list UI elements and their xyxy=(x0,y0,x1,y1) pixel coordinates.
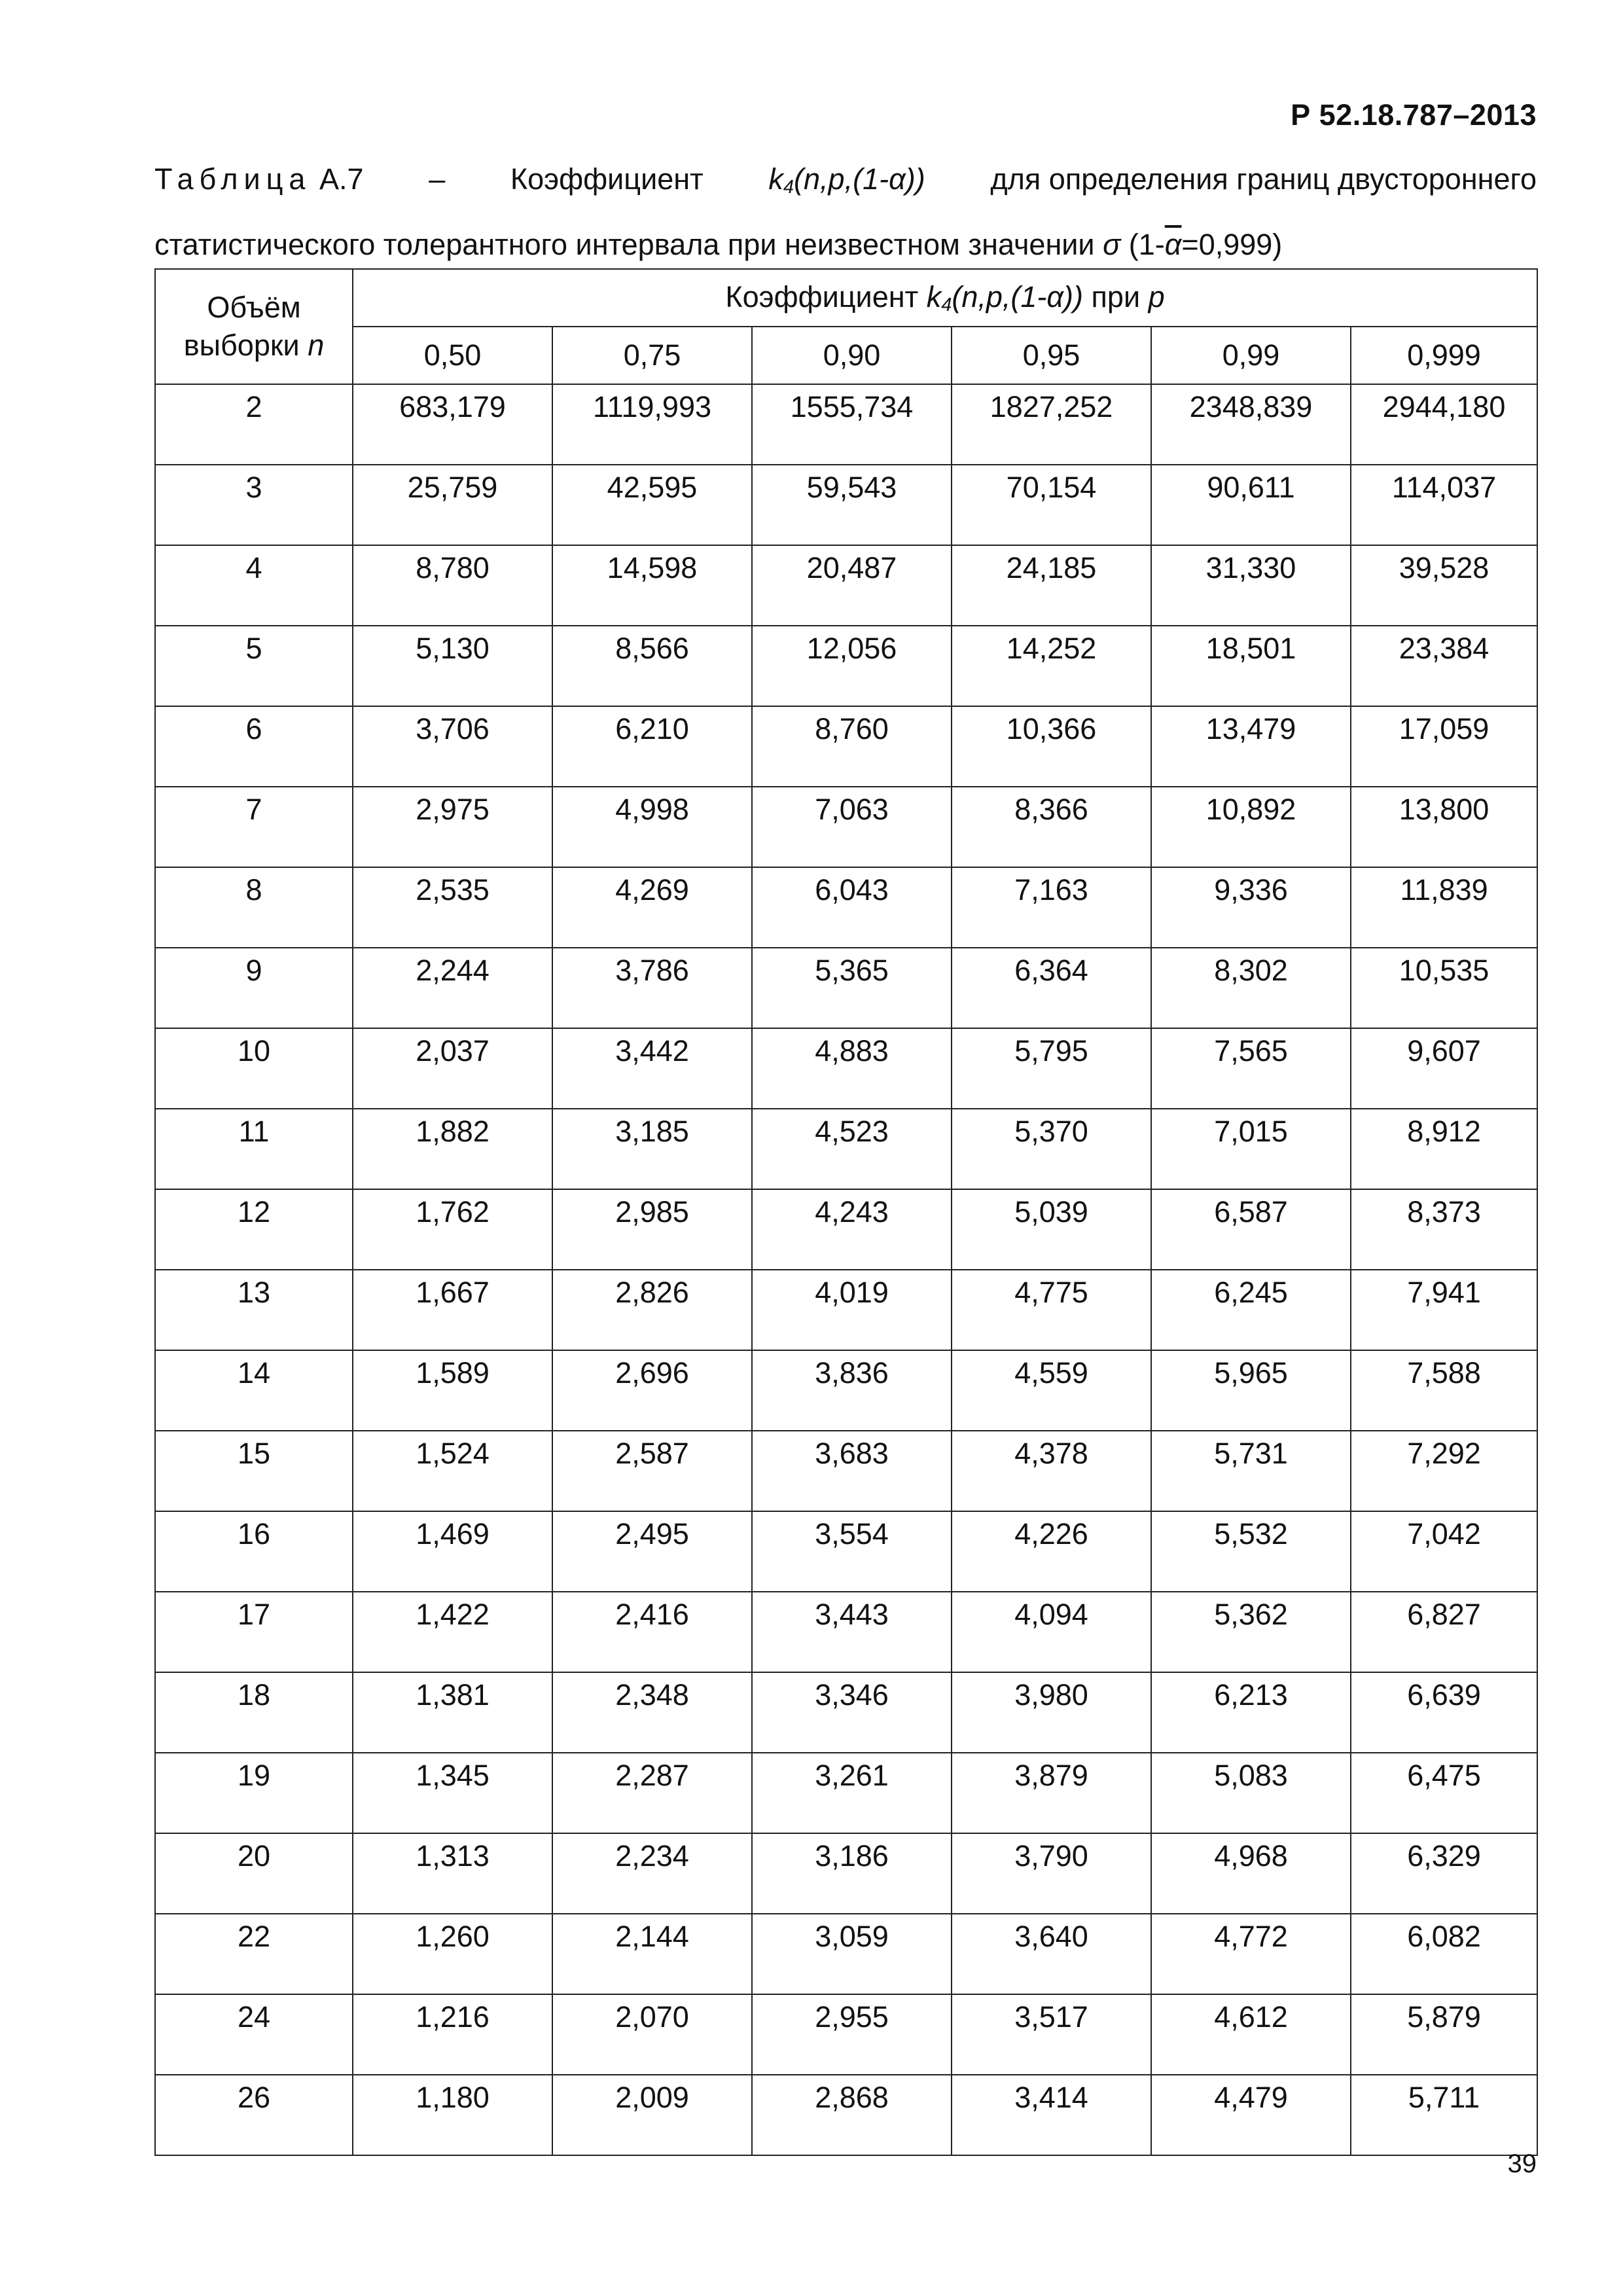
header-p-value: 0,75 xyxy=(552,327,752,384)
coefficient-cell: 12,056 xyxy=(752,626,952,706)
coefficient-cell: 31,330 xyxy=(1151,545,1351,626)
caption-label: Таблица А.7 xyxy=(154,162,364,196)
header-p-value: 0,95 xyxy=(952,327,1151,384)
coefficient-cell: 3,706 xyxy=(353,706,552,787)
table-row xyxy=(155,384,1537,465)
coefficient-cell: 6,210 xyxy=(552,706,752,787)
coefficient-cell: 20,487 xyxy=(752,545,952,626)
coefficient-cell: 3,517 xyxy=(952,1994,1151,2075)
coefficient-cell: 7,042 xyxy=(1351,1511,1537,1592)
document-id: Р 52.18.787–2013 xyxy=(1291,98,1537,132)
sample-size-cell: 13 xyxy=(155,1270,353,1350)
coefficient-cell: 8,302 xyxy=(1151,948,1351,1028)
coefficient-cell: 3,443 xyxy=(752,1592,952,1672)
table-row xyxy=(155,1028,1537,1109)
coefficient-cell: 39,528 xyxy=(1351,545,1537,626)
coefficient-cell: 8,912 xyxy=(1351,1109,1537,1189)
coefficient-cell: 1,762 xyxy=(353,1189,552,1270)
coefficient-cell: 7,565 xyxy=(1151,1028,1351,1109)
coefficient-cell: 1,422 xyxy=(353,1592,552,1672)
coefficient-cell: 5,365 xyxy=(752,948,952,1028)
coefficient-cell: 6,082 xyxy=(1351,1914,1537,1994)
coefficient-cell: 2,037 xyxy=(353,1028,552,1109)
coefficient-cell: 6,475 xyxy=(1351,1753,1537,1833)
caption-dash: – xyxy=(429,162,446,196)
coefficient-cell: 14,252 xyxy=(952,626,1151,706)
header-p-value: 0,999 xyxy=(1351,327,1537,384)
sample-size-cell: 5 xyxy=(155,626,353,706)
coefficient-cell: 2944,180 xyxy=(1351,384,1537,465)
coefficient-cell: 1,882 xyxy=(353,1109,552,1189)
coefficient-cell: 3,261 xyxy=(752,1753,952,1833)
header-p-value: 0,50 xyxy=(353,327,552,384)
caption-sigma: σ xyxy=(1103,228,1121,261)
coefficient-cell: 10,892 xyxy=(1151,787,1351,867)
coefficient-cell: 8,780 xyxy=(353,545,552,626)
table-row xyxy=(155,948,1537,1028)
coefficient-cell: 2,535 xyxy=(353,867,552,948)
coefficient-cell: 9,336 xyxy=(1151,867,1351,948)
coefficient-cell: 2,416 xyxy=(552,1592,752,1672)
coefficient-cell: 13,800 xyxy=(1351,787,1537,867)
coefficient-cell: 4,883 xyxy=(752,1028,952,1109)
coefficient-cell: 17,059 xyxy=(1351,706,1537,787)
coefficient-cell: 3,786 xyxy=(552,948,752,1028)
table-row xyxy=(155,1994,1537,2075)
coefficient-cell: 2,587 xyxy=(552,1431,752,1511)
sample-size-cell: 2 xyxy=(155,384,353,465)
coefficient-cell: 3,790 xyxy=(952,1833,1151,1914)
coefficient-cell: 5,370 xyxy=(952,1109,1151,1189)
coefficient-cell: 90,611 xyxy=(1151,465,1351,545)
coefficient-cell: 8,366 xyxy=(952,787,1151,867)
caption-condition: $(1-\overline{\alpha}=0,999)$ xyxy=(1128,228,1283,261)
coefficient-cell: 3,836 xyxy=(752,1350,952,1431)
coefficient-cell: 4,775 xyxy=(952,1270,1151,1350)
coefficient-cell: 18,501 xyxy=(1151,626,1351,706)
coefficient-cell: 8,566 xyxy=(552,626,752,706)
coefficient-cell: 5,362 xyxy=(1151,1592,1351,1672)
coefficient-cell: 14,598 xyxy=(552,545,752,626)
sample-size-cell: 4 xyxy=(155,545,353,626)
coefficient-cell: 7,063 xyxy=(752,787,952,867)
coefficient-cell: 13,479 xyxy=(1151,706,1351,787)
table-row xyxy=(155,1350,1537,1431)
coefficient-cell: 2,826 xyxy=(552,1270,752,1350)
caption-text1: Коэффициент xyxy=(510,162,704,196)
coefficient-cell: 6,364 xyxy=(952,948,1151,1028)
table-row xyxy=(155,1189,1537,1270)
sample-size-cell: 17 xyxy=(155,1592,353,1672)
coefficient-cell: 1,667 xyxy=(353,1270,552,1350)
coefficient-cell: 3,980 xyxy=(952,1672,1151,1753)
coefficient-cell: 6,329 xyxy=(1351,1833,1537,1914)
coefficient-cell: 5,039 xyxy=(952,1189,1151,1270)
coefficient-cell: 2,234 xyxy=(552,1833,752,1914)
table-row xyxy=(155,1431,1537,1511)
coefficient-cell: 1,345 xyxy=(353,1753,552,1833)
header-coefficient: Коэффициент $k_4(n,p,(1-\alpha))$ при p xyxy=(353,269,1537,327)
coefficient-cell: 4,968 xyxy=(1151,1833,1351,1914)
coefficient-cell: 1,381 xyxy=(353,1672,552,1753)
sample-size-cell: 3 xyxy=(155,465,353,545)
coefficient-cell: 2,955 xyxy=(752,1994,952,2075)
coefficient-cell: 4,772 xyxy=(1151,1914,1351,1994)
sample-size-cell: 24 xyxy=(155,1994,353,2075)
coefficient-cell: 3,442 xyxy=(552,1028,752,1109)
table-row xyxy=(155,1753,1537,1833)
header-row-1 xyxy=(155,269,1537,327)
coefficient-cell: 2,009 xyxy=(552,2075,752,2155)
table-row xyxy=(155,1592,1537,1672)
coefficient-cell: 7,163 xyxy=(952,867,1151,948)
coefficient-cell: 683,179 xyxy=(353,384,552,465)
coefficient-cell: 6,043 xyxy=(752,867,952,948)
sample-size-cell: 10 xyxy=(155,1028,353,1109)
caption-text2: для определения границ двустороннего xyxy=(990,162,1537,196)
coefficient-cell: 5,130 xyxy=(353,626,552,706)
caption-symbol: $k_4(n,p,(1-\alpha))$ xyxy=(768,162,925,198)
coefficient-cell: 1555,734 xyxy=(752,384,952,465)
coefficient-cell: 4,226 xyxy=(952,1511,1151,1592)
table-body xyxy=(155,384,1537,2155)
sample-size-cell: 19 xyxy=(155,1753,353,1833)
table-row xyxy=(155,1109,1537,1189)
coefficient-cell: 6,213 xyxy=(1151,1672,1351,1753)
coefficient-cell: 6,245 xyxy=(1151,1270,1351,1350)
table-row xyxy=(155,1511,1537,1592)
sample-size-cell: 15 xyxy=(155,1431,353,1511)
coefficient-cell: 2,348 xyxy=(552,1672,752,1753)
table-row xyxy=(155,787,1537,867)
page-number: 39 xyxy=(1507,2149,1537,2178)
coefficient-cell: 1,524 xyxy=(353,1431,552,1511)
coefficient-cell: 6,827 xyxy=(1351,1592,1537,1672)
coefficient-cell: 1,260 xyxy=(353,1914,552,1994)
coefficient-cell: 1119,993 xyxy=(552,384,752,465)
sample-size-cell: 20 xyxy=(155,1833,353,1914)
coefficient-cell: 2,244 xyxy=(353,948,552,1028)
table-row xyxy=(155,626,1537,706)
coefficient-cell: 4,998 xyxy=(552,787,752,867)
header-sample-size: Объём выборки n xyxy=(155,269,353,384)
coefficient-cell: 4,612 xyxy=(1151,1994,1351,2075)
sample-size-cell: 7 xyxy=(155,787,353,867)
coefficient-cell: 10,366 xyxy=(952,706,1151,787)
coefficient-cell: 2348,839 xyxy=(1151,384,1351,465)
table-row xyxy=(155,1833,1537,1914)
coefficient-cell: 8,760 xyxy=(752,706,952,787)
coefficient-cell: 59,543 xyxy=(752,465,952,545)
coefficient-cell: 4,479 xyxy=(1151,2075,1351,2155)
sample-size-cell: 18 xyxy=(155,1672,353,1753)
table-row xyxy=(155,545,1537,626)
coefficient-cell: 5,083 xyxy=(1151,1753,1351,1833)
table-row xyxy=(155,867,1537,948)
sample-size-cell: 6 xyxy=(155,706,353,787)
coefficient-cell: 3,683 xyxy=(752,1431,952,1511)
coefficient-cell: 9,607 xyxy=(1351,1028,1537,1109)
coefficient-cell: 3,414 xyxy=(952,2075,1151,2155)
coefficient-cell: 1,589 xyxy=(353,1350,552,1431)
coefficient-cell: 4,269 xyxy=(552,867,752,948)
coefficient-cell: 5,879 xyxy=(1351,1994,1537,2075)
coefficient-cell: 7,941 xyxy=(1351,1270,1537,1350)
coefficient-cell: 23,384 xyxy=(1351,626,1537,706)
coefficient-cell: 1,216 xyxy=(353,1994,552,2075)
coefficient-cell: 2,144 xyxy=(552,1914,752,1994)
coefficient-cell: 4,243 xyxy=(752,1189,952,1270)
coefficient-cell: 5,532 xyxy=(1151,1511,1351,1592)
coefficient-cell: 11,839 xyxy=(1351,867,1537,948)
sample-size-cell: 14 xyxy=(155,1350,353,1431)
coefficient-cell: 7,015 xyxy=(1151,1109,1351,1189)
coefficient-cell: 4,378 xyxy=(952,1431,1151,1511)
coefficient-cell: 5,711 xyxy=(1351,2075,1537,2155)
coefficient-cell: 114,037 xyxy=(1351,465,1537,545)
coefficient-cell: 7,588 xyxy=(1351,1350,1537,1431)
coefficient-cell: 1827,252 xyxy=(952,384,1151,465)
coefficient-cell: 1,180 xyxy=(353,2075,552,2155)
sample-size-cell: 8 xyxy=(155,867,353,948)
coefficient-cell: 42,595 xyxy=(552,465,752,545)
header-p-value: 0,99 xyxy=(1151,327,1351,384)
coefficient-cell: 3,640 xyxy=(952,1914,1151,1994)
table-row xyxy=(155,465,1537,545)
sample-size-cell: 9 xyxy=(155,948,353,1028)
coefficient-cell: 5,731 xyxy=(1151,1431,1351,1511)
coefficient-cell: 2,868 xyxy=(752,2075,952,2155)
sample-size-cell: 12 xyxy=(155,1189,353,1270)
coefficient-cell: 4,559 xyxy=(952,1350,1151,1431)
sample-size-cell: 26 xyxy=(155,2075,353,2155)
coefficient-cell: 2,985 xyxy=(552,1189,752,1270)
coefficient-cell: 4,523 xyxy=(752,1109,952,1189)
coefficient-cell: 70,154 xyxy=(952,465,1151,545)
coefficient-cell: 3,346 xyxy=(752,1672,952,1753)
coefficient-cell: 6,587 xyxy=(1151,1189,1351,1270)
table-row xyxy=(155,706,1537,787)
coefficient-cell: 2,975 xyxy=(353,787,552,867)
sample-size-cell: 22 xyxy=(155,1914,353,1994)
coefficient-cell: 2,696 xyxy=(552,1350,752,1431)
coefficient-cell: 2,495 xyxy=(552,1511,752,1592)
coefficient-cell: 24,185 xyxy=(952,545,1151,626)
coefficient-cell: 6,639 xyxy=(1351,1672,1537,1753)
table-row xyxy=(155,1914,1537,1994)
coefficient-cell: 3,554 xyxy=(752,1511,952,1592)
coefficient-cell: 3,059 xyxy=(752,1914,952,1994)
coefficient-cell: 2,070 xyxy=(552,1994,752,2075)
coefficient-cell: 1,469 xyxy=(353,1511,552,1592)
table-row xyxy=(155,2075,1537,2155)
coefficient-cell: 7,292 xyxy=(1351,1431,1537,1511)
table-row xyxy=(155,1672,1537,1753)
header-row-p-values xyxy=(155,327,1537,384)
caption-text3: статистического толерантного интервала при неизвестном значении xyxy=(154,228,1095,261)
coefficient-cell: 4,019 xyxy=(752,1270,952,1350)
coefficient-cell: 3,879 xyxy=(952,1753,1151,1833)
header-p-value: 0,90 xyxy=(752,327,952,384)
coefficient-cell: 3,185 xyxy=(552,1109,752,1189)
coefficient-cell: 5,795 xyxy=(952,1028,1151,1109)
sample-size-cell: 16 xyxy=(155,1511,353,1592)
sample-size-cell: 11 xyxy=(155,1109,353,1189)
coefficient-cell: 1,313 xyxy=(353,1833,552,1914)
coefficient-cell: 25,759 xyxy=(353,465,552,545)
table-caption xyxy=(154,151,1537,274)
coefficient-cell: 2,287 xyxy=(552,1753,752,1833)
coefficient-table xyxy=(154,268,1538,2156)
coefficient-cell: 3,186 xyxy=(752,1833,952,1914)
coefficient-cell: 10,535 xyxy=(1351,948,1537,1028)
coefficient-cell: 8,373 xyxy=(1351,1189,1537,1270)
coefficient-cell: 4,094 xyxy=(952,1592,1151,1672)
coefficient-cell: 5,965 xyxy=(1151,1350,1351,1431)
table-row xyxy=(155,1270,1537,1350)
